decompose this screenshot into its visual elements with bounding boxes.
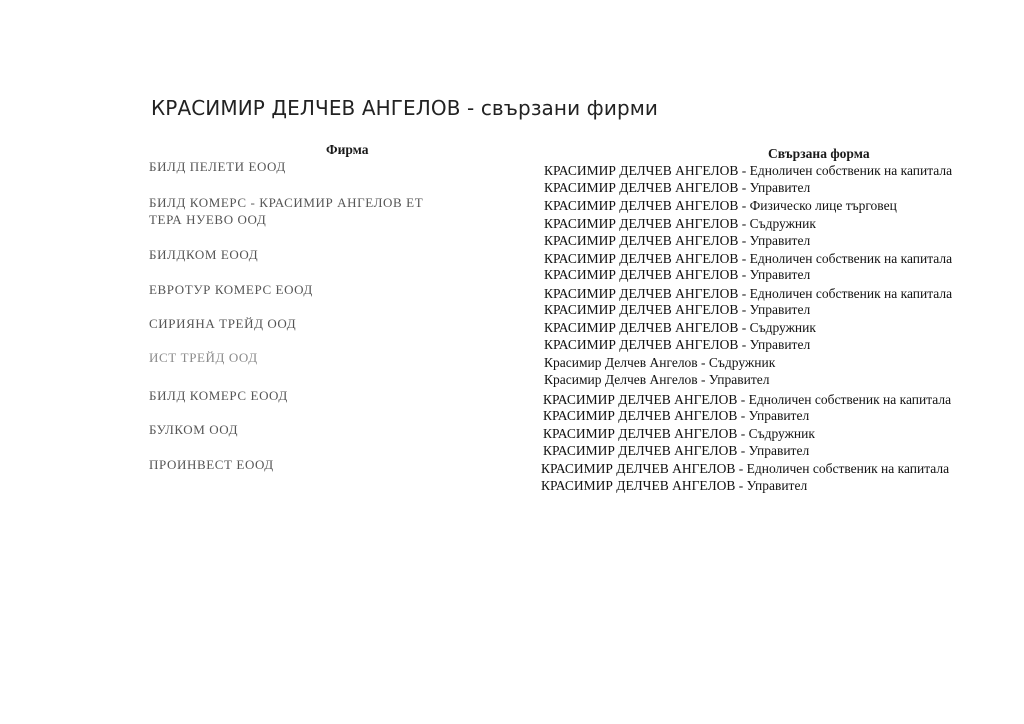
relation-entry: КРАСИМИР ДЕЛЧЕВ АНГЕЛОВ - Управител [543, 408, 810, 423]
firm-name: ИСТ ТРЕЙД ООД [149, 350, 258, 365]
firm-name: БИЛД КОМЕРС - КРАСИМИР АНГЕЛОВ ЕТ [149, 195, 424, 210]
relation-entry: КРАСИМИР ДЕЛЧЕВ АНГЕЛОВ - Управител [544, 180, 811, 195]
relation-entry: КРАСИМИР ДЕЛЧЕВ АНГЕЛОВ - Едноличен собственик на капитала [544, 163, 953, 178]
firm-name: СИРИЯНА ТРЕЙД ООД [149, 316, 297, 331]
relation-entry: КРАСИМИР ДЕЛЧЕВ АНГЕЛОВ - Управител [541, 478, 808, 493]
relation-entry: КРАСИМИР ДЕЛЧЕВ АНГЕЛОВ - Физическо лице търговец [544, 198, 897, 213]
relation-entry: КРАСИМИР ДЕЛЧЕВ АНГЕЛОВ - Едноличен собственик на капитала [541, 461, 950, 476]
relation-entry: КРАСИМИР ДЕЛЧЕВ АНГЕЛОВ - Управител [544, 337, 811, 352]
firm-name: БУЛКОМ ООД [149, 422, 239, 437]
relation-entry: Красимир Делчев Ангелов - Управител [544, 372, 770, 387]
relation-entry: КРАСИМИР ДЕЛЧЕВ АНГЕЛОВ - Управител [544, 267, 811, 282]
relation-entry: Красимир Делчев Ангелов - Съдружник [544, 355, 776, 370]
firm-name: БИЛДКОМ ЕООД [149, 247, 259, 262]
relation-entry: КРАСИМИР ДЕЛЧЕВ АНГЕЛОВ - Съдружник [544, 320, 816, 335]
relation-entry: КРАСИМИР ДЕЛЧЕВ АНГЕЛОВ - Управител [544, 233, 811, 248]
firm-name: ЕВРОТУР КОМЕРС ЕООД [149, 282, 313, 297]
firm-name: ПРОИНВЕСТ ЕООД [149, 457, 274, 472]
relation-entry: КРАСИМИР ДЕЛЧЕВ АНГЕЛОВ - Едноличен собственик на капитала [544, 286, 953, 301]
relation-entry: КРАСИМИР ДЕЛЧЕВ АНГЕЛОВ - Съдружник [543, 426, 815, 441]
firm-name: БИЛД КОМЕРС ЕООД [149, 388, 288, 403]
relation-entry: КРАСИМИР ДЕЛЧЕВ АНГЕЛОВ - Едноличен собственик на капитала [543, 392, 952, 407]
firm-column-header: Фирма [326, 142, 369, 157]
firm-name: ТЕРА НУЕВО ООД [149, 212, 267, 227]
relation-entry: КРАСИМИР ДЕЛЧЕВ АНГЕЛОВ - Съдружник [544, 216, 816, 231]
page-title: КРАСИМИР ДЕЛЧЕВ АНГЕЛОВ - свързани фирми [151, 96, 659, 120]
relation-entry: КРАСИМИР ДЕЛЧЕВ АНГЕЛОВ - Управител [544, 302, 811, 317]
relation-entry: КРАСИМИР ДЕЛЧЕВ АНГЕЛОВ - Управител [543, 443, 810, 458]
form-column-header: Свързана форма [768, 146, 870, 161]
relation-entry: КРАСИМИР ДЕЛЧЕВ АНГЕЛОВ - Едноличен собственик на капитала [544, 251, 953, 266]
firm-name: БИЛД ПЕЛЕТИ ЕООД [149, 159, 286, 174]
